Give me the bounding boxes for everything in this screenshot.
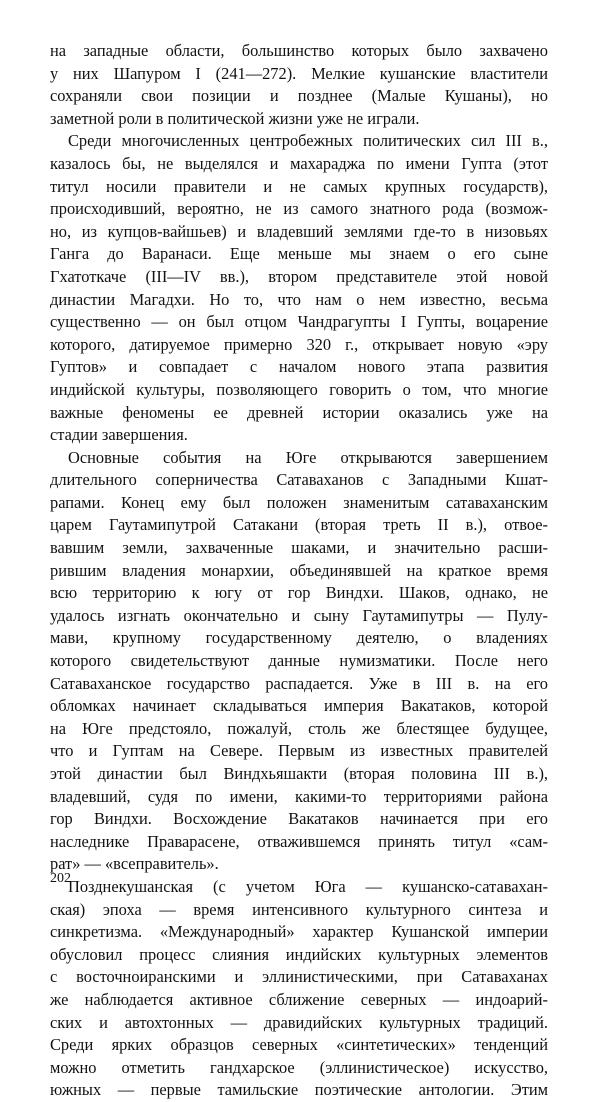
text-line: гор Виндхи. Восхождение Вакатаков начинается при его: [50, 809, 548, 829]
page-number: 202: [50, 871, 71, 886]
paragraph-3: [50, 447, 548, 876]
text-line: казалось бы, не выделялся и махараджа по имени Гупта (этот: [50, 153, 548, 173]
text-line: ских и автохтонных — дравидийских культурных традиций.: [50, 1012, 548, 1032]
text-line: можно отметить гандхарское (эллинистическое) искусство,: [50, 1057, 548, 1077]
text-line: которого, датируемое примерно 320 г., открывает новую «эру: [50, 334, 548, 354]
text-line: этой династии был Виндхьяшакти (вторая половина III в.),: [50, 764, 548, 783]
text-line: сохраняли свои позиции и позднее (Малые Кушаны), но: [50, 86, 548, 106]
text-line: же наблюдается активное сближение северных — индоарий-: [50, 989, 548, 1009]
text-line: происходивший, вероятно, не из самого знатного рода (возмож-: [50, 199, 548, 219]
text-line: существенно — он был отцом Чандрагупты I Гупты, воцарение: [50, 312, 548, 332]
text-line: на Юге предстояло, пожалуй, столь же блестящее будущее,: [50, 718, 548, 738]
text-line: царем Гаутамипутрой Сатакани (вторая треть II в.), отвое-: [50, 515, 548, 535]
text-line: всю территорию к югу от гор Виндхи. Шаков, однако, не: [50, 583, 548, 603]
text-line: Ганга до Варанаси. Еще меньше мы знаем о его сыне: [50, 244, 548, 264]
text-line: важные феномены ее древней истории оказались уже на: [50, 402, 548, 422]
text-line: династии Магадхи. Но то, что нам о нем известно, весьма: [50, 289, 548, 309]
text-line: но, из купцов-вайшьев) и владевший землями где-то в низовьях: [50, 221, 548, 241]
text-line: с восточноиранскими и эллинистическими, при Сатаваханах: [50, 967, 548, 987]
page-text: [50, 40, 548, 1102]
text-line: заметной роли в политической жизни уже не играли.: [50, 108, 420, 128]
text-line: которого свидетельствуют данные нумизматики. После него: [50, 651, 548, 671]
text-line: что и Гуптам на Севере. Первым из известных правителей: [50, 741, 548, 761]
text-line: ская) эпоха — время интенсивного культурного синтеза и: [50, 899, 548, 919]
text-line: синкретизма. «Международный» характер Кушанской империи: [50, 922, 548, 942]
text-line: Позднекушанская (с учетом Юга — кушанско-сатавахан-: [68, 876, 548, 896]
text-line: вавшим земли, захваченные шаками, и значительно расши-: [50, 538, 548, 558]
text-line: у них Шапуром I (241—272). Мелкие кушанские властители: [50, 63, 548, 83]
text-line: рившим владения монархии, объединявшей на краткое время: [50, 560, 548, 580]
text-line: владевший, судя по имени, какими-то территориями района: [50, 786, 548, 806]
text-line: удалось изгнать окончательно и сыну Гаутамипутры — Пулу-: [50, 605, 548, 625]
text-line: Гхатоткаче (III—IV вв.), втором представителе этой новой: [50, 266, 548, 286]
text-line: стадии завершения.: [50, 425, 188, 445]
text-line: Гуптов» и совпадает с началом нового этапа развития: [50, 357, 548, 377]
text-line: индийской культуры, позволяющего говорить о том, что многие: [50, 379, 548, 399]
paragraph-2: [50, 130, 548, 446]
text-line: обломках начинает складываться империя Вакатаков, которой: [50, 696, 548, 716]
text-line: рат» — «всеправитель».: [50, 854, 219, 874]
text-line: длительного соперничества Сатаваханов с Западными Кшат-: [50, 470, 548, 490]
text-line: наследнике Праварасене, отважившемся принять титул «сам-: [50, 831, 548, 851]
text-line: титул носили правители и не самых крупных государств),: [50, 176, 548, 196]
text-line: Основные события на Юге открываются завершением: [68, 447, 548, 467]
text-line: рапами. Конец ему был положен знаменитым сатаваханским: [50, 492, 548, 512]
text-line: Сатаваханское государство распадается. Уже в III в. на его: [50, 673, 548, 693]
text-line: мави, крупному государственному деятелю, о владениях: [50, 628, 548, 648]
paragraph-1: [50, 40, 548, 130]
paragraph-4: [50, 876, 548, 1102]
text-line: на западные области, большинство которых было захвачено: [50, 41, 548, 60]
text-line: Среди ярких образцов северных «синтетических» тенденций: [50, 1035, 548, 1055]
text-line: южных — первые тамильские поэтические антологии. Этим: [50, 1080, 548, 1100]
text-line: обусловил процесс слияния индийских культурных элементов: [50, 944, 548, 964]
text-line: Среди многочисленных центробежных политических сил III в.,: [68, 131, 548, 151]
